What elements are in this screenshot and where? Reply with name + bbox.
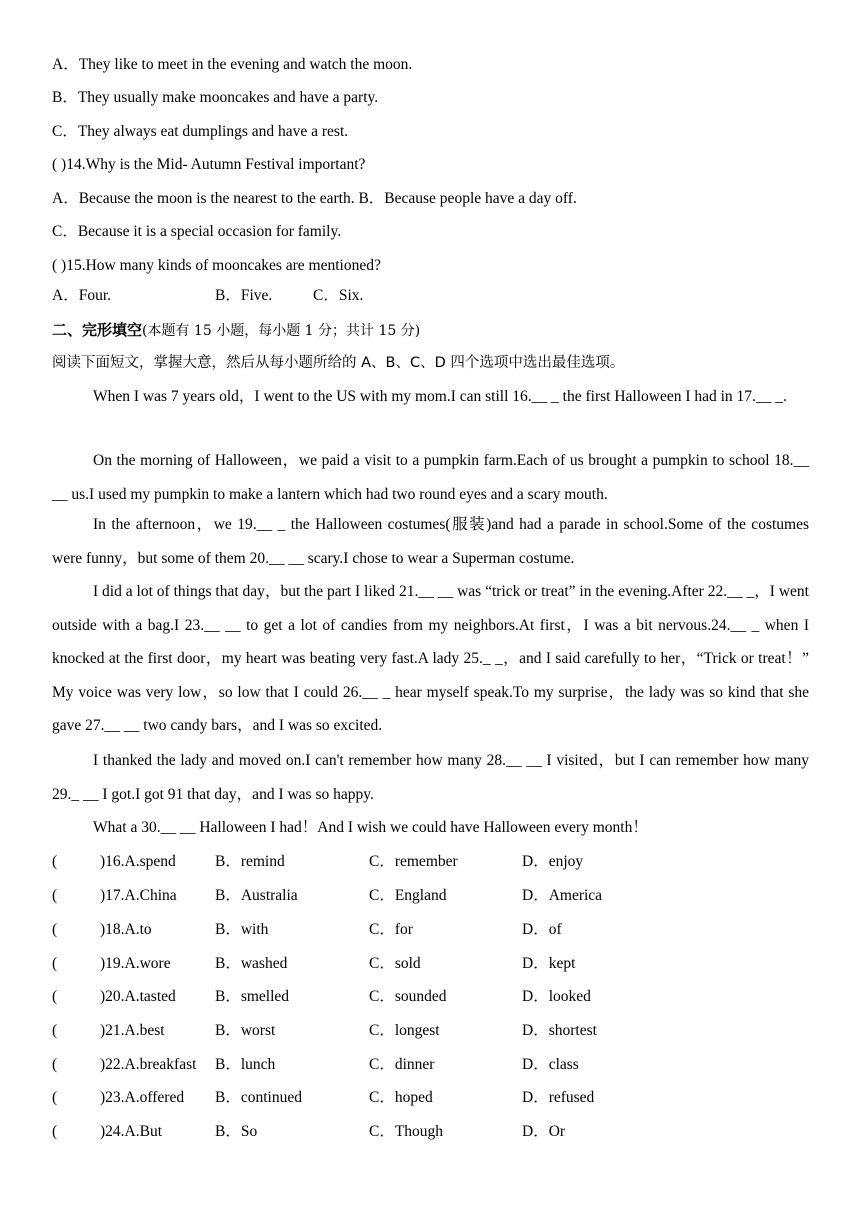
passage-paragraph-2: On the morning of Halloween，we paid a visit to a pumpkin farm.Each of us brought a pumpkin to school 18.__ __ us.I used my pumpkin to make a lantern which had two round eyes and a scary mouth.	[52, 452, 809, 503]
option-b: B．lunch	[215, 1056, 276, 1073]
question-17	[52, 886, 812, 906]
option-d: D．of	[522, 921, 562, 938]
option-d: D．enjoy	[522, 853, 584, 870]
option-a-prev: A．They like to meet in the evening and watch the moon.	[52, 56, 413, 73]
answer-paren: (	[52, 921, 58, 938]
question-number-option-a: )22.A.breakfast	[100, 1056, 197, 1073]
option-b: B．remind	[215, 853, 285, 870]
option-c: C．England	[369, 887, 447, 904]
option-d: D．refused	[522, 1089, 595, 1106]
answer-paren: (	[52, 1022, 58, 1039]
option-b: B．So	[215, 1123, 258, 1140]
passage-paragraph-1: When I was 7 years old，I went to the US with my mom.I can still 16.__ _ the first Halloween I had in 17.__ _.	[93, 388, 787, 405]
section-subtitle: (本题有 15 小题，每小题 1 分；共计 15 分)	[142, 323, 421, 339]
question-15-stem: ( )15.How many kinds of mooncakes are mentioned?	[52, 257, 381, 274]
section-heading	[52, 320, 812, 341]
option-c: C．sounded	[369, 988, 447, 1005]
question-number-option-a: )19.A.wore	[100, 955, 171, 972]
question-14-option-c: C．Because it is a special occasion for family.	[52, 223, 342, 240]
option-d: D．shortest	[522, 1022, 597, 1039]
option-d: D．America	[522, 887, 603, 904]
question-14-stem: ( )14.Why is the Mid- Autumn Festival important?	[52, 156, 366, 173]
question-number-option-a: )16.A.spend	[100, 853, 176, 870]
answer-paren: (	[52, 853, 58, 870]
option-b: B．smelled	[215, 988, 290, 1005]
q15-option-c: C．Six.	[313, 287, 364, 304]
answer-paren: (	[52, 1123, 58, 1140]
question-20	[52, 987, 812, 1007]
question-number-option-a: )23.A.offered	[100, 1089, 185, 1106]
section-title: 二、完形填空	[52, 321, 143, 339]
answer-paren: (	[52, 955, 58, 972]
question-22	[52, 1055, 812, 1075]
option-b: B．continued	[215, 1089, 302, 1106]
answer-paren: (	[52, 887, 58, 904]
question-16	[52, 852, 812, 872]
answer-paren: (	[52, 1089, 58, 1106]
option-c: C．for	[369, 921, 413, 938]
q15-option-a: A．Four.	[52, 287, 111, 304]
option-b: B．Australia	[215, 887, 298, 904]
question-number-option-a: )20.A.tasted	[100, 988, 176, 1005]
section-instruction: 阅读下面短文，掌握大意，然后从每小题所给的 A、B、C、D 四个选项中选出最佳选项。	[52, 355, 625, 371]
question-number-option-a: )21.A.best	[100, 1022, 165, 1039]
option-d: D．Or	[522, 1123, 566, 1140]
question-14-options-ab: A．Because the moon is the nearest to the earth. B．Because people have a day off.	[52, 190, 577, 207]
option-d: D．kept	[522, 955, 576, 972]
passage-paragraph-5: I thanked the lady and moved on.I can't remember how many 28.__ __ I visited，but I can remember how many 29._ __ I got.I got 91 that day，and I was so happy.	[52, 752, 809, 803]
question-21	[52, 1021, 812, 1041]
answer-paren: (	[52, 1056, 58, 1073]
option-b: B．with	[215, 921, 269, 938]
option-b-prev: B．They usually make mooncakes and have a party.	[52, 89, 379, 106]
option-d: D．looked	[522, 988, 591, 1005]
question-18	[52, 920, 812, 940]
option-b: B．worst	[215, 1022, 276, 1039]
passage-paragraph-3: In the afternoon，we 19.__ _ the Halloween costumes(服装)and had a parade in school.Some of the costumes were funny，but some of them 20.__ __ scary.I chose to wear a Superman costume.	[52, 516, 809, 567]
question-15-options	[52, 286, 812, 306]
answer-paren: (	[52, 988, 58, 1005]
question-number-option-a: )24.A.But	[100, 1123, 162, 1140]
question-24	[52, 1122, 812, 1142]
option-c: C．sold	[369, 955, 421, 972]
question-number-option-a: )18.A.to	[100, 921, 152, 938]
passage-paragraph-6: What a 30.__ __ Halloween I had！And I wish we could have Halloween every month！	[93, 819, 648, 836]
question-number-option-a: )17.A.China	[100, 887, 177, 904]
question-23	[52, 1088, 812, 1108]
option-c: C．Though	[369, 1123, 444, 1140]
question-19	[52, 954, 812, 974]
option-c: C．remember	[369, 853, 458, 870]
option-c-prev: C．They always eat dumplings and have a rest.	[52, 123, 349, 140]
option-c: C．dinner	[369, 1056, 435, 1073]
passage-paragraph-4: I did a lot of things that day，but the part I liked 21.__ __ was “trick or treat” in the evening.After 22.__ _，I went outside with a bag.I 23.__ __ to get a lot of candies from my neighbors.At first，I was a bit nervous.24.__ _ when I knocked at the first door，my heart was beating very fast.A lady 25._ _，and I said carefully to her，“Trick or treat！” My voice was very low，so low that I could 26.__ _ hear myself speak.To my surprise，the lady was so kind that she gave 27.__ __ two candy bars，and I was so excited.	[52, 583, 809, 734]
option-d: D．class	[522, 1056, 579, 1073]
option-c: C．hoped	[369, 1089, 433, 1106]
option-b: B．washed	[215, 955, 288, 972]
q15-option-b: B．Five.	[215, 287, 273, 304]
option-c: C．longest	[369, 1022, 440, 1039]
